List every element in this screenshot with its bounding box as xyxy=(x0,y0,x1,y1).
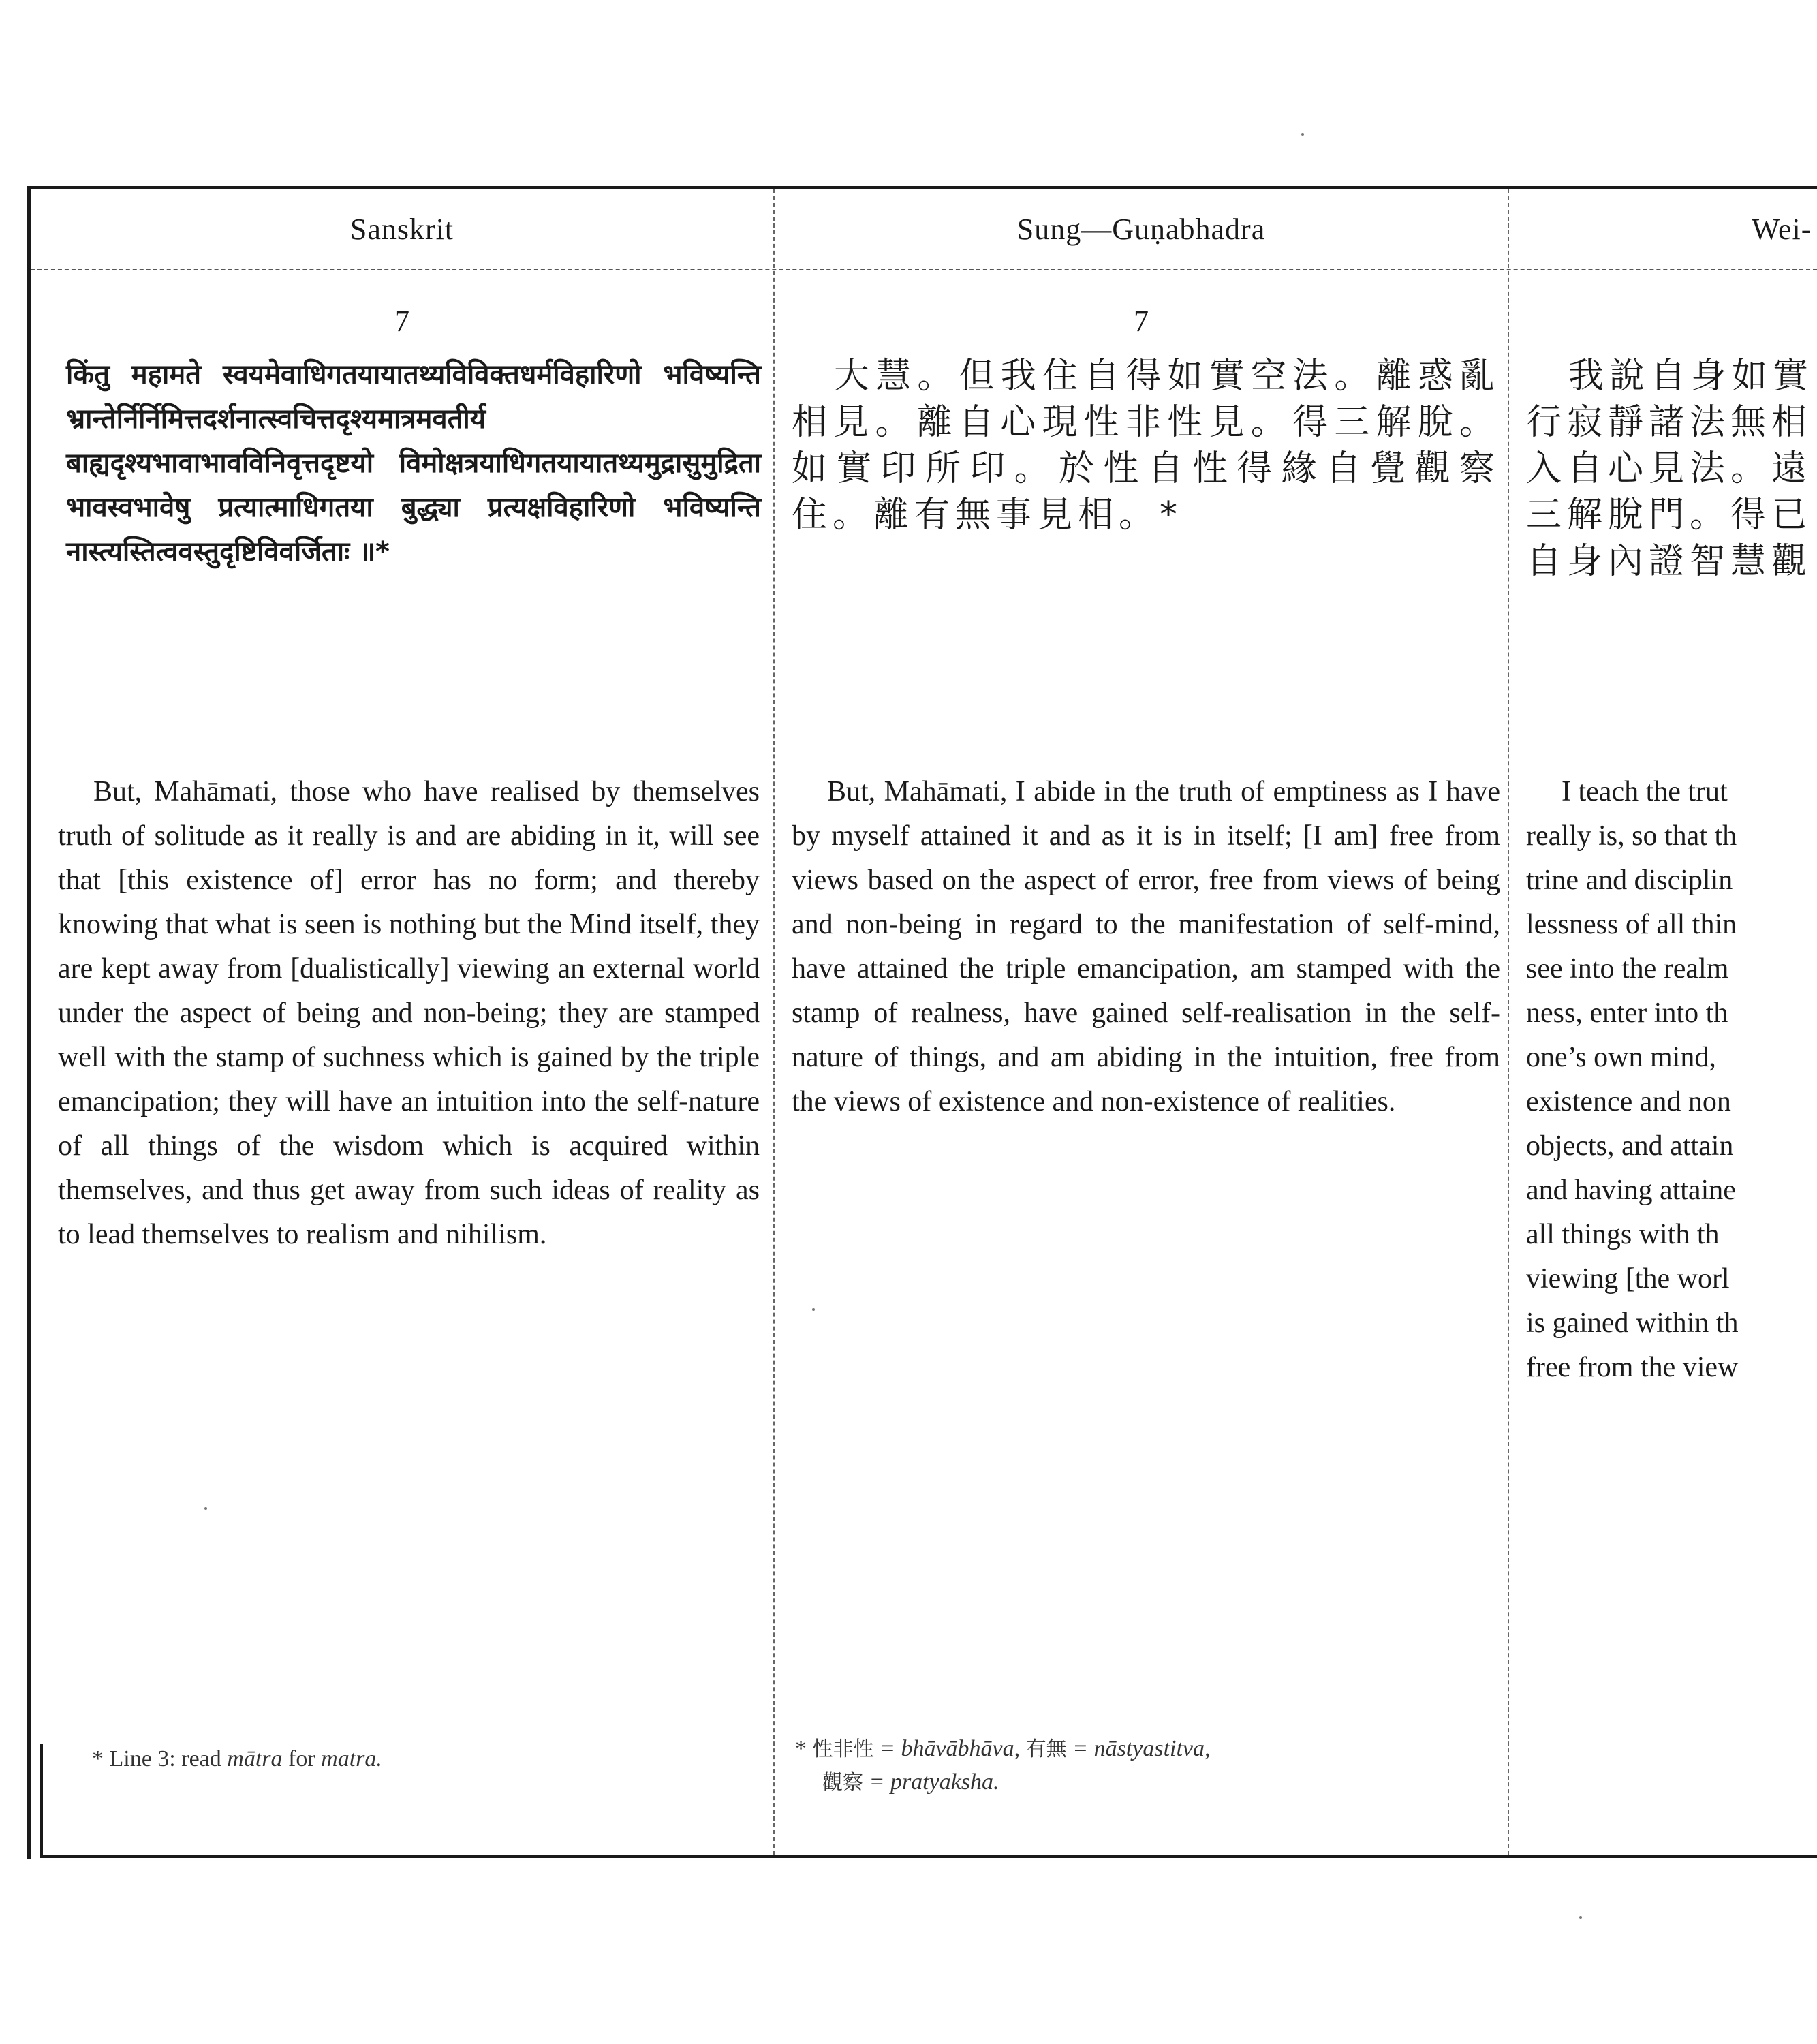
text-line: lessness of all thin xyxy=(1526,909,1737,940)
text-line: trine and disciplin xyxy=(1526,865,1733,896)
text-line: 三解脫門。得已 xyxy=(1526,495,1813,536)
section-number: 7 xyxy=(394,305,409,338)
sanskrit-translation-text: But, Mahāmati, those who have realised by themselves truth of solitude as it really is and are abiding in it, will see that [this existence of] error has no form; and thereby knowing that what is seen is nothing but the Mind itself, they are kept away from [dualistically] viewing an external world under the aspect of being and non-being; they are stamped well with the stamp of suchness which is gained by the triple emancipation; they will have an intuition into the self-nature of all things of the wisdom which is acquired within themselves, and thus get away from such ideas of reality as to lead themselves to realism and nihilism. xyxy=(58,776,760,1250)
text-line: existence and non xyxy=(1526,1086,1731,1117)
footnote-term: mātra xyxy=(227,1746,283,1771)
wei-translation-text xyxy=(1526,770,1817,1390)
text-line: see into the realm xyxy=(1526,953,1729,985)
scan-speck xyxy=(812,1308,815,1311)
column-header-sung: Sung—Guṇabhadra xyxy=(1016,213,1266,246)
scan-speck xyxy=(1579,1916,1582,1919)
scan-speck xyxy=(204,1507,207,1510)
wei-column xyxy=(1509,189,1817,1855)
footnote-text: Line 3: read xyxy=(109,1746,221,1771)
footnote-equivalent: = bhāvābhāva, xyxy=(880,1736,1021,1761)
text-line: viewing [the worl xyxy=(1526,1263,1730,1295)
sanskrit-original-text: किंतु महामते स्वयमेवाधिगतयायातथ्यविविक्तधर्मविहारिणो भविष्यन्ति भ्रान्तेर्निर्निमित्तदर्शनात्स्वचित्तदृश्यमात्रमवतीर्य बाह्यदृश्यभावाभावविनिवृत्तदृष्टयो विमोक्षत्रयाधिगतयायातथ्यमुद्रासुमुद्रिता भावस्वभावेषु प्रत्यात्माधिगतया बुद्ध्या प्रत्यक्षविहारिणो भविष्यन्ति नास्त्यस्तित्ववस्तुदृष्टिविवर्जिताः ॥* xyxy=(66,359,761,568)
footnote-equivalent: = nāstyastitva, xyxy=(1072,1736,1211,1761)
text-line: all things with th xyxy=(1526,1219,1720,1250)
footnote-cjk-term: 性非性 xyxy=(812,1737,874,1761)
sung-footnote xyxy=(795,1733,1490,1799)
footnote-cjk-term: 觀察 xyxy=(822,1771,863,1795)
sanskrit-footnote xyxy=(92,1743,760,1776)
footnote-text: for xyxy=(288,1746,315,1771)
text-line: 自身內證智慧觀 xyxy=(1526,541,1813,582)
sanskrit-column xyxy=(31,189,773,1855)
text-line: really is, so that th xyxy=(1526,820,1737,852)
column-header-sanskrit: Sanskrit xyxy=(350,213,454,246)
text-line: and having attaine xyxy=(1526,1175,1736,1206)
column-header-wei: Wei- xyxy=(1752,213,1812,246)
footnote-mark: * xyxy=(795,1736,807,1761)
footnote-term: matra. xyxy=(321,1746,382,1771)
text-line: 行寂靜諸法無相 xyxy=(1526,402,1813,443)
footnote-mark: * xyxy=(92,1746,104,1771)
wei-original-text xyxy=(1526,353,1817,585)
text-line: ness, enter into th xyxy=(1526,997,1728,1029)
text-line: objects, and attain xyxy=(1526,1130,1734,1162)
text-line: I teach the trut xyxy=(1562,776,1728,807)
text-line: is gained within th xyxy=(1526,1307,1739,1339)
sung-column xyxy=(775,189,1508,1855)
text-line: 入自心見法。遠 xyxy=(1526,448,1813,489)
footnote-equivalent: = pratyaksha. xyxy=(869,1769,999,1795)
text-line: 我說自身如實 xyxy=(1568,356,1814,397)
table-frame-bottom-rule xyxy=(40,1855,1817,1858)
chinese-original-text: 大慧。但我住自得如實空法。離惑亂相見。離自心現性非性見。得三解脫。如實印所印。於性自性得緣自覺觀察住。離有無事見相。* xyxy=(792,356,1500,536)
text-line: one’s own mind, xyxy=(1526,1042,1716,1073)
scan-speck xyxy=(1301,133,1304,136)
footnote-cjk-term: 有無 xyxy=(1025,1737,1067,1761)
section-number: 7 xyxy=(1134,305,1149,338)
text-line: free from the view xyxy=(1526,1352,1739,1383)
sung-translation-text: But, Mahāmati, I abide in the truth of emptiness as I have by myself attained it and as it is in itself; [I am] free from views based on the aspect of error, free from views of being and non-being in regard to the manifestation of self-mind, have attained the triple emancipation, am stamped with the stamp of realness, have gained self-realisation in the self-nature of things, and am abiding in the intuition, free from the views of existence and non-existence of realities. xyxy=(792,776,1500,1117)
